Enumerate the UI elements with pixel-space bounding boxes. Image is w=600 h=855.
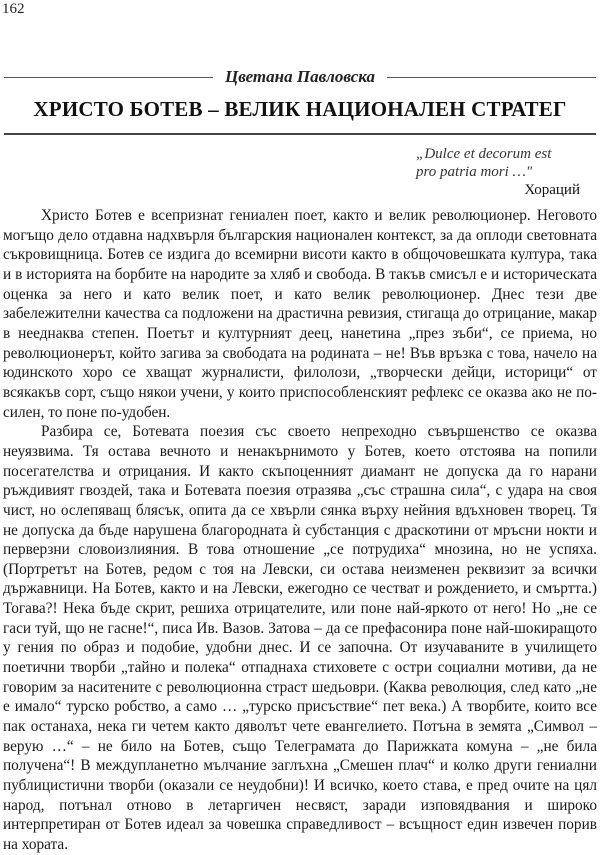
article-title: ХРИСТО БОТЕВ – ВЕЛИК НАЦИОНАЛЕН СТРАТЕГ: [33, 97, 567, 121]
page-number: 162: [2, 1, 25, 17]
header-rule-right: [387, 77, 596, 78]
epigraph-attribution: Хораций: [524, 182, 580, 198]
article-body: [3, 206, 597, 855]
header-rule-left: [4, 77, 213, 78]
author-header: [4, 66, 596, 88]
title-rule: [4, 133, 596, 135]
epigraph-quote-line-2: pro patria mori …": [416, 164, 533, 180]
author-name: Цветана Павловска: [225, 67, 375, 86]
epigraph-quote-line-1: „Dulce et decorum est: [416, 146, 552, 162]
paragraph-2: Разбира се, Ботевата поезия със своето непреходно съвършенство се оказва неуязвима. Тя остава вечното и ненакърнимото у Ботев, което отстоява на попили посегателства и отрицания. И както скъпоценният диамант не допуска да го нарани ръждивият гвоздей, така и Ботевата поезия отразява „със страшна сила“, с удара на своя чист, но ослепяващ блясък, опита да се хвърли сянка върху нейния вдъхновен творец. Тя не допуска да бъде нарушена благородната ѝ субстанция с драскотини от мръсни нокти и перверзни словоизлияния. В това отношение „се потрудиха“ мнозина, но не успяха. (Портретът на Ботев, редом с тоя на Левски, си остава неизменен реквизит за всички държавници. На Ботев, както и на Левски, ежегодно се честват и рождението, и смъртта.) Тогава?! Нека бъде скрит, решиха отрицателите, или поне най-яркото от него! Но „не се гаси туй, що не гасне!“, писа Ив. Вазов. Затова – да се префасонира поне най-шокиращото у гения по образ и подобие, удобни днес. И се започна. От изучаваните в училището поетични творби „тайно и полека“ отпаднаха стиховете с остри социални мотиви, да не говорим за наситените с революционна страст шедьоври. (Каква революция, след като „не е имало“ турско робство, а само … „турско присъствие“ пет века.) А творбите, които все пак останаха, нека ги четем както дяволът чете евангелието. Потъна в земята „Символ – верую …“ – не било на Ботев, също Телеграмата до Парижката комуна – „не била получена“! В междупланетно мълчание заглъхна „Смешен плач“ и колко други гениални публицистични творби (оказали се неудобни)! И всичко, което става, е пред очите на цял народ, потънал отново в летаргичен несвяст, заради изповядвания и широко интерпретиран от Ботев идеал за човешка справедливост – всъщност един извечен порив на хората.: [3, 423, 597, 853]
epigraph: [380, 145, 580, 199]
paragraph-1: Христо Ботев е всепризнат гениален поет, както и велик революционер. Неговото могъщо дело отдавна надхвърля българския национален контекст, за да оплоди световната съкровищница. Ботев се издига до всемирни висоти както в общочовешката култура, така и в историята на борбите на народите за хляб и свобода. В такъв смисъл е и историческата оценка за него и като велик поет, и като велик революционер. Днес тези две забележителни качества са подложени на драстична ревизия, стигаща до отрицание, макар в нееднаква степен. Поетът и културният деец, нанетина „през зъби“, се приема, но революционерът, който загива за свободата на родината – не! Във връзка с това, начело на юдинското хоро се хващат журналисти, филолози, „творчески дейци, историци“ от всякакъв сорт, също някои учени, у които приспособленският рефлекс се оказва ако не по-силен, то поне по-удобен.: [3, 207, 597, 421]
